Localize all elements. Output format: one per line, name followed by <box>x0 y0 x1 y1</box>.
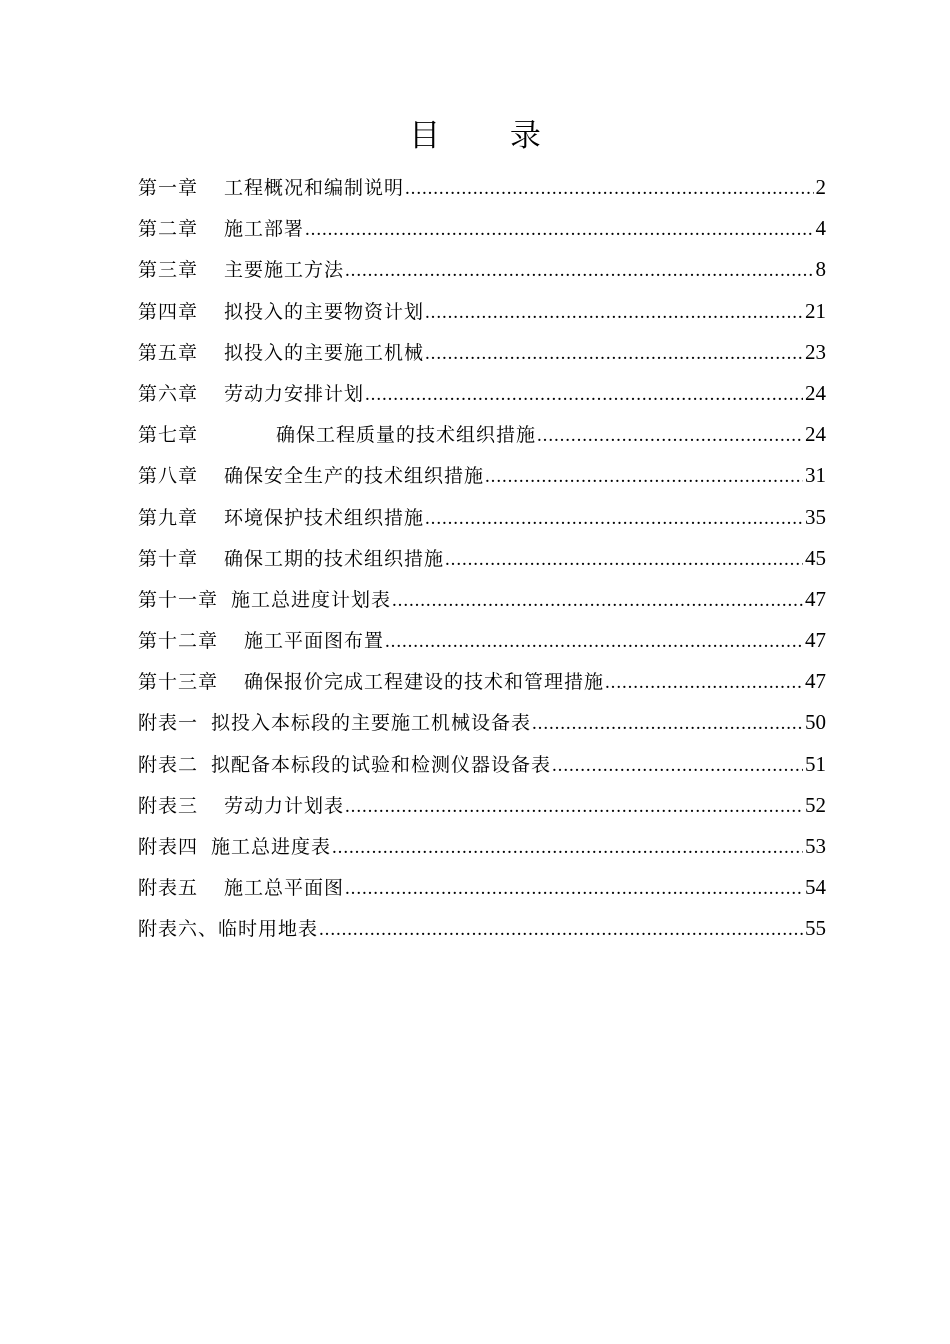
toc-entry-title: 施工平面图布置 <box>244 630 385 653</box>
toc-entry[interactable] <box>138 579 826 620</box>
toc-chapter-label: 第十章 <box>138 547 199 570</box>
toc-chapter-label: 第四章 <box>138 300 199 323</box>
toc-page-number: 24 <box>805 380 826 405</box>
toc-entry-title: 劳动力计划表 <box>224 794 345 817</box>
toc-chapter-label: 第八章 <box>138 465 199 488</box>
toc-entry-title: 主要施工方法 <box>224 259 345 282</box>
toc-dot-leader <box>305 209 813 250</box>
toc-dot-leader <box>605 662 803 703</box>
toc-entry[interactable] <box>138 208 826 249</box>
toc-dot-leader <box>319 909 803 950</box>
toc-chapter-label: 第一章 <box>138 177 199 199</box>
toc-chapter-label: 附表四 <box>138 836 199 858</box>
toc-entry-title: 拟投入本标段的主要施工机械设备表 <box>211 712 532 735</box>
toc-page-number: 51 <box>805 751 826 776</box>
toc-dot-leader <box>345 250 813 291</box>
toc-page-number: 52 <box>805 792 826 817</box>
toc-chapter-label: 附表五 <box>138 877 199 900</box>
toc-page-number: 31 <box>805 463 826 488</box>
toc-entry-title: 施工总进度计划表 <box>231 588 392 611</box>
toc-page-number: 50 <box>805 710 826 735</box>
toc-entry-title: 确保工期的技术组织措施 <box>224 547 445 570</box>
toc-chapter-label: 附表六、 <box>138 918 219 941</box>
toc-entry[interactable] <box>138 785 826 826</box>
toc-dot-leader <box>552 745 803 786</box>
toc-page-number: 35 <box>805 504 826 529</box>
toc-chapter-label: 附表三 <box>138 794 199 817</box>
toc-dot-leader <box>537 415 803 456</box>
toc-entry-title: 拟投入的主要物资计划 <box>224 300 425 323</box>
toc-page-number: 55 <box>805 916 826 941</box>
toc-entry[interactable] <box>138 826 826 867</box>
toc-title: 目 录 <box>409 118 571 154</box>
toc-dot-leader <box>485 456 803 497</box>
toc-chapter-label: 第六章 <box>138 382 199 405</box>
toc-entry-title: 临时用地表 <box>218 918 319 941</box>
toc-page-number: 21 <box>805 298 826 323</box>
toc-chapter-label: 第十二章 <box>138 630 219 653</box>
toc-entry-title: 工程概况和编制说明 <box>224 177 405 199</box>
toc-chapter-label: 附表二 <box>138 753 199 776</box>
toc-chapter-label: 附表一 <box>138 712 199 735</box>
toc-dot-leader <box>332 827 803 868</box>
toc-entry-title: 确保报价完成工程建设的技术和管理措施 <box>244 671 605 694</box>
toc-dot-leader <box>445 539 803 580</box>
toc-page-number: 45 <box>805 545 826 570</box>
toc-entry[interactable] <box>138 332 826 373</box>
toc-entry-title: 施工总进度表 <box>211 836 332 858</box>
toc-entry[interactable] <box>138 249 826 290</box>
toc-entry[interactable] <box>138 744 826 785</box>
toc-entry-title: 拟配备本标段的试验和检测仪器设备表 <box>211 753 552 776</box>
toc-chapter-label: 第二章 <box>138 218 199 241</box>
toc-page-number: 24 <box>805 422 826 447</box>
toc-dot-leader <box>532 703 803 744</box>
toc-entry[interactable] <box>138 908 826 949</box>
toc-entry[interactable] <box>138 620 826 661</box>
toc-page-number: 2 <box>815 175 826 199</box>
toc-entry-title: 施工部署 <box>224 218 305 241</box>
toc-dot-leader <box>405 168 813 209</box>
toc-entry-title: 确保工程质量的技术组织措施 <box>276 424 537 447</box>
toc-page-number: 47 <box>805 669 826 694</box>
toc-page-number: 47 <box>805 586 826 611</box>
toc-page-number: 47 <box>805 628 826 653</box>
toc-dot-leader <box>425 333 803 374</box>
toc-page-number: 23 <box>805 339 826 364</box>
toc-entry[interactable] <box>138 497 826 538</box>
toc-page-number: 54 <box>805 875 826 900</box>
toc-chapter-label: 第九章 <box>138 506 199 529</box>
toc-entry-title: 拟投入的主要施工机械 <box>224 341 425 364</box>
toc-page-number: 4 <box>815 216 826 241</box>
toc-page-number: 53 <box>805 834 826 858</box>
toc-dot-leader <box>345 868 803 909</box>
toc-page-number: 8 <box>815 257 826 282</box>
toc-dot-leader <box>392 580 803 621</box>
toc-dot-leader <box>385 621 803 662</box>
toc-entry[interactable] <box>138 455 826 496</box>
toc-entry-title: 环境保护技术组织措施 <box>224 506 425 529</box>
toc-entry[interactable] <box>138 167 826 208</box>
toc-chapter-label: 第五章 <box>138 341 199 364</box>
toc-chapter-label: 第七章 <box>138 424 199 447</box>
toc-dot-leader <box>425 498 803 539</box>
toc-entry[interactable] <box>138 414 826 455</box>
toc-entry[interactable] <box>138 538 826 579</box>
toc-entry[interactable] <box>138 702 826 743</box>
toc-entry[interactable] <box>138 373 826 414</box>
toc-entry-title: 确保安全生产的技术组织措施 <box>224 465 485 488</box>
toc-entry[interactable] <box>138 661 826 702</box>
table-of-contents <box>138 167 826 950</box>
toc-chapter-label: 第十一章 <box>138 588 219 611</box>
toc-entry[interactable] <box>138 291 826 332</box>
toc-dot-leader <box>345 786 803 827</box>
toc-chapter-label: 第三章 <box>138 259 199 282</box>
toc-entry[interactable] <box>138 867 826 908</box>
toc-chapter-label: 第十三章 <box>138 671 219 694</box>
toc-entry-title: 劳动力安排计划 <box>224 382 365 405</box>
toc-dot-leader <box>425 292 803 333</box>
toc-entry-title: 施工总平面图 <box>224 877 345 900</box>
toc-dot-leader <box>365 374 803 415</box>
